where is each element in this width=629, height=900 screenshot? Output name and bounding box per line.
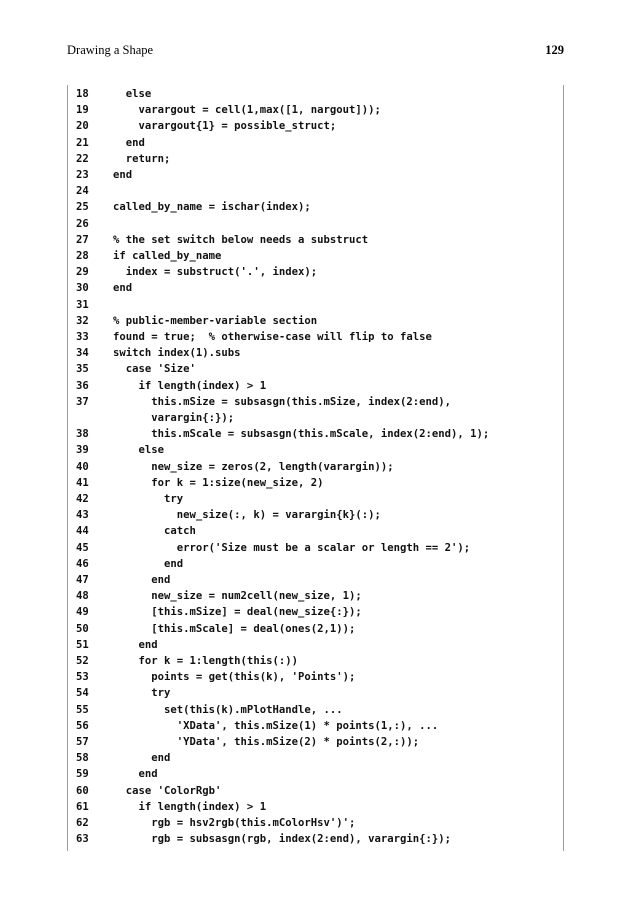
code-text: end xyxy=(113,557,184,570)
code-text: else xyxy=(113,88,152,100)
line-number: 25 xyxy=(76,201,89,214)
line-number: 47 xyxy=(76,574,89,586)
line-number: 60 xyxy=(76,784,89,797)
line-number: 54 xyxy=(76,687,89,700)
line-number: 31 xyxy=(76,298,89,311)
code-text: new_size(:, k) = varargin{k}(:); xyxy=(113,509,381,522)
line-number: 30 xyxy=(76,282,89,295)
line-number: 56 xyxy=(76,719,89,732)
code-text: if length(index) > 1 xyxy=(113,379,267,392)
line-number: 18 xyxy=(76,88,89,100)
line-number: 32 xyxy=(76,314,89,327)
line-number: 36 xyxy=(76,379,89,392)
line-number: 63 xyxy=(76,833,89,846)
line-number: 61 xyxy=(76,800,89,813)
code-text: return; xyxy=(113,152,171,165)
code-text: switch index(1).subs xyxy=(113,347,241,360)
code-text: end xyxy=(113,282,133,295)
line-number: 42 xyxy=(76,493,89,505)
code-text: this.mSize = subsasgn(this.mSize, index(2:end), xyxy=(113,395,452,408)
line-number: 59 xyxy=(76,768,89,781)
code-text: 'YData', this.mSize(2) * points(2,:)); xyxy=(113,736,420,748)
line-number: 50 xyxy=(76,622,89,635)
line-number: 35 xyxy=(76,363,89,376)
code-text: end xyxy=(113,169,133,181)
code-text: varargout{1} = possible_struct; xyxy=(113,120,337,133)
line-number: 48 xyxy=(76,590,89,603)
code-text: rgb = subsasgn(rgb, index(2:end), varargin{:}); xyxy=(113,833,452,846)
line-number: 21 xyxy=(76,136,89,149)
code-text: [this.mScale] = deal(ones(2,1)); xyxy=(113,622,356,635)
code-text: case 'Size' xyxy=(113,363,196,376)
code-text: end xyxy=(113,136,145,149)
line-number: 19 xyxy=(76,104,89,117)
code-listing xyxy=(67,85,564,851)
code-text: [this.mSize] = deal(new_size{:}); xyxy=(113,606,362,619)
code-text: varargin{:}); xyxy=(113,412,235,424)
code-text: this.mScale = subsasgn(this.mScale, index(2:end), 1); xyxy=(113,428,490,441)
line-number: 33 xyxy=(76,331,89,343)
code-text: for k = 1:size(new_size, 2) xyxy=(113,476,324,489)
code-text: found = true; % otherwise-case will flip to false xyxy=(113,331,432,343)
code-text: for k = 1:length(this(:)) xyxy=(113,655,298,667)
line-number: 45 xyxy=(76,541,89,554)
code-text: new_size = zeros(2, length(varargin)); xyxy=(113,460,394,473)
code-text: % public-member-variable section xyxy=(113,314,318,327)
line-number: 28 xyxy=(76,250,89,262)
code-text: new_size = num2cell(new_size, 1); xyxy=(113,590,362,603)
line-number: 38 xyxy=(76,428,89,441)
line-number: 51 xyxy=(76,638,89,651)
code-text: try xyxy=(113,493,184,505)
code-text: points = get(this(k), 'Points'); xyxy=(113,671,356,684)
line-number: 29 xyxy=(76,266,89,279)
page-number: 129 xyxy=(545,43,564,57)
code-text: end xyxy=(113,768,158,781)
line-number: 27 xyxy=(76,233,89,246)
code-text: set(this(k).mPlotHandle, ... xyxy=(113,703,343,716)
line-number: 39 xyxy=(76,444,89,457)
line-number: 52 xyxy=(76,655,89,667)
line-number: 26 xyxy=(76,217,89,230)
code-text: called_by_name = ischar(index); xyxy=(113,201,311,214)
chapter-title: Drawing a Shape xyxy=(67,43,154,57)
code-text: else xyxy=(113,444,165,457)
line-number: 62 xyxy=(76,817,89,829)
line-number: 46 xyxy=(76,557,89,570)
line-number: 41 xyxy=(76,476,89,489)
line-number: 57 xyxy=(76,736,89,748)
code-text: case 'ColorRgb' xyxy=(113,784,222,797)
code-text: end xyxy=(113,638,158,651)
code-text: end xyxy=(113,574,171,586)
code-text: try xyxy=(113,687,171,700)
code-text: error('Size must be a scalar or length == 2'); xyxy=(113,541,471,554)
line-number: 34 xyxy=(76,347,89,360)
line-number: 24 xyxy=(76,185,89,198)
code-text: % the set switch below needs a substruct xyxy=(113,233,369,246)
code-text: end xyxy=(113,752,171,765)
line-number: 55 xyxy=(76,703,89,716)
running-header xyxy=(67,43,564,63)
code-text: catch xyxy=(113,525,196,538)
line-number: 43 xyxy=(76,509,89,522)
code-text: rgb = hsv2rgb(this.mColorHsv')'; xyxy=(113,817,356,829)
line-number: 20 xyxy=(76,120,89,133)
line-number: 23 xyxy=(76,169,89,181)
line-number: 22 xyxy=(76,152,89,165)
line-number: 44 xyxy=(76,525,89,538)
code-text: if called_by_name xyxy=(113,250,222,262)
line-number: 58 xyxy=(76,752,89,765)
line-number: 40 xyxy=(76,460,89,473)
line-number: 37 xyxy=(76,395,89,408)
code-text: varargout = cell(1,max([1, nargout])); xyxy=(113,104,381,117)
code-text: if length(index) > 1 xyxy=(113,800,267,813)
code-text: 'XData', this.mSize(1) * points(1,:), ... xyxy=(113,719,439,732)
line-number: 49 xyxy=(76,606,89,619)
line-number: 53 xyxy=(76,671,89,684)
code-text: index = substruct('.', index); xyxy=(113,266,318,279)
